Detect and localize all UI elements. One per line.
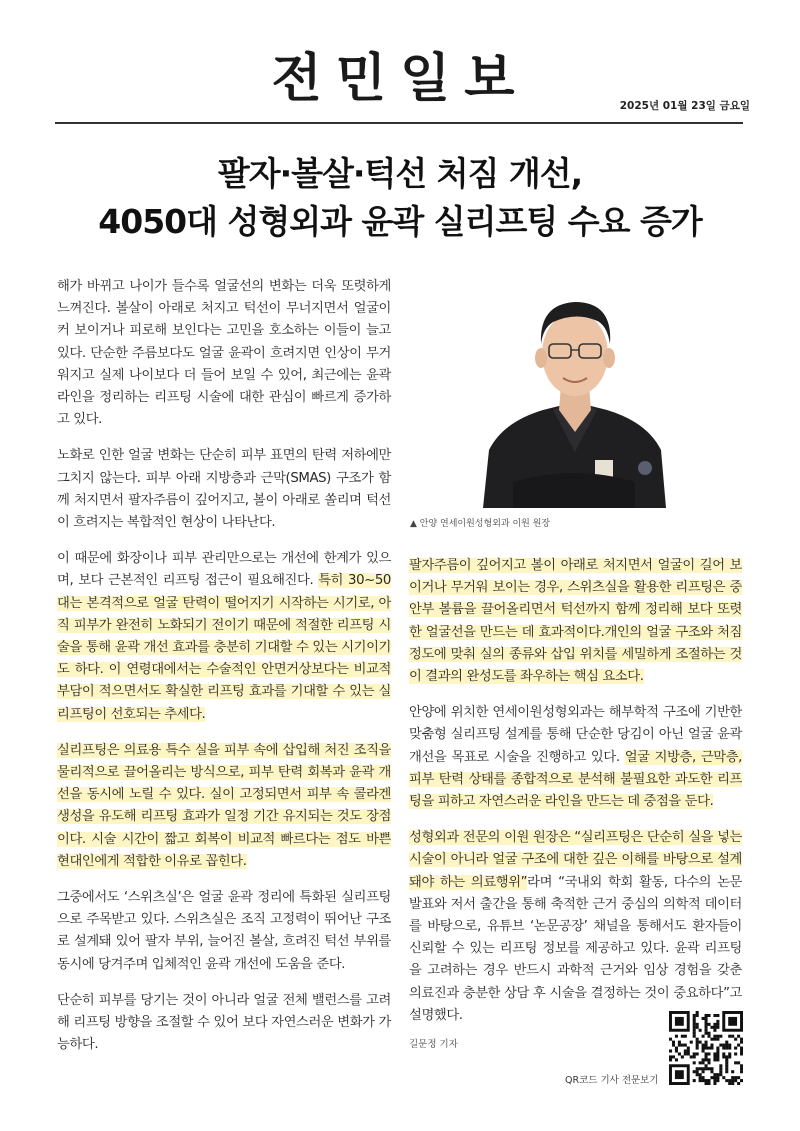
headline-line-1: 팔자·볼살·턱선 처짐 개선, (217, 154, 583, 193)
paragraph (409, 702, 742, 813)
issue-date: 2025년 01월 23일 금요일 (619, 100, 750, 112)
text-span: 라며 “국내외 학회 활동, 다수의 논문 발표와 저서 출간을 통해 축적한 근거 중심의 의학적 데이터를 바탕으로, 유튜브 ‘논문공장’ 채널을 통해서도 환자들이 신뢰할 수 있는 리프팅 정보를 제공하고 있다. 윤곽 리프팅을 고려하는 경우 반드시 과학적 근거와 임상 경험을 갖춘 의료진과 충분한 상담 후 시술을 결정하는 것이 중요하다”고 설명했다. (409, 874, 742, 1023)
headline (0, 150, 800, 246)
reporter-byline: 길문정 기자 (409, 1039, 458, 1050)
paragraph (409, 827, 742, 1027)
doctor-photo (483, 282, 666, 508)
highlighted-text: 특히 30~50대는 본격적으로 얼굴 탄력이 떨어지기 시작하는 시기로, 아직 피부가 완전히 노화되기 전이기 때문에 적절한 리프팅 시술을 통해 윤곽 개선 효과를 충분히 기대할 수 있는 시기이기도 하다. 이 연령대에서는 수술적인 안면거상보다는 비교적 부담이 적으면서도 확실한 리프팅 효과를 기대할 수 있는 실리프팅이 선호되는 추세다. (57, 573, 391, 722)
text-span: 이 때문에 화장이나 피부 관리만으로는 개선에 한계가 있으며, 보다 근본적인 리프팅 접근이 필요해진다. (57, 551, 391, 589)
header-rule (55, 122, 743, 124)
paragraph: 해가 바뀌고 나이가 들수록 얼굴선의 변화는 더욱 또렷하게 느껴진다. 볼살이 아래로 처지고 턱선이 무너지면서 얼굴이 커 보이거나 피로해 보인다는 고민을 호소하는 이들이 늘고 있다. 단순한 주름보다도 얼굴 윤곽이 흐려지면 인상이 무거워지고 실제 나이보다 더 들어 보일 수 있어, 최근에는 윤곽 라인을 정리하는 리프팅 시술에 대한 관심이 빠르게 증가하고 있다. (57, 279, 391, 428)
paragraph (409, 555, 742, 688)
qr-code-icon[interactable] (669, 1011, 743, 1085)
highlighted-text: 실리프팅은 의료용 특수 실을 피부 속에 삽입해 처진 조직을 물리적으로 끌어올리는 방식으로, 피부 탄력 회복과 윤곽 개선을 동시에 노릴 수 있다. 실이 고정되면서 피부 속 콜라겐 생성을 유도해 리프팅 효과가 일정 기간 유지되는 것도 장점이다. 시술 시간이 짧고 회복이 비교적 빠르다는 점도 바쁜 현대인에게 적합한 이유로 꼽힌다. (57, 742, 391, 869)
doctor-portrait-icon (483, 282, 666, 508)
highlighted-text: 얼굴 지방층, 근막층, 피부 탄력 상태를 종합적으로 분석해 불필요한 과도한 리프팅을 피하고 자연스러운 라인을 만드는 데 중점을 둔다. (409, 749, 742, 810)
left-column (57, 276, 391, 1071)
qr-label: QR코드 기사 전문보기 (565, 1075, 659, 1086)
headline-line-2: 4050대 성형외과 윤곽 실리프팅 수요 증가 (98, 202, 702, 241)
paragraph (57, 548, 391, 726)
highlighted-text: 팔자주름이 깊어지고 볼이 아래로 처지면서 얼굴이 길어 보이거나 무거워 보이는 경우, 스위츠실을 활용한 리프팅은 중안부 볼륨을 끌어올리면서 턱선까지 함께 정리해 보다 또렷한 얼굴선을 만드는 데 효과적이다.개인의 얼굴 구조와 처짐 정도에 맞춰 실의 종류와 삽입 위치를 세밀하게 조절하는 것이 결과의 완성도를 좌우하는 핵심 요소다. (409, 558, 742, 685)
highlighted-text: 성형외과 전문의 이원 원장은 “실리프팅은 단순히 실을 넣는 시술이 아니라 얼굴 구조에 대한 깊은 이해를 바탕으로 설계돼야 하는 의료행위” (409, 830, 742, 890)
right-column (409, 555, 742, 1041)
text-span: 안양에 위치한 연세이원성형외과는 해부학적 구조에 기반한 맞춤형 실리프팅 설계를 통해 단순한 당김이 아닌 얼굴 윤곽 개선을 목표로 시술을 진행하고 있다. (409, 705, 742, 765)
masthead: 전민일보 (271, 48, 529, 109)
paragraph: 그중에서도 ‘스위츠실’은 얼굴 윤곽 정리에 특화된 실리프팅으로 주목받고 있다. 스위츠실은 조직 고정력이 뛰어난 구조로 설계돼 있어 팔자 부위, 늘어진 볼살, 흐려진 턱선 부위를 동시에 당겨주며 입체적인 윤곽 개선에 도움을 준다. (57, 890, 391, 972)
photo-caption: ▲ 안양 연세이원성형외과 이원 원장 (410, 519, 551, 529)
paragraph: 단순히 피부를 당기는 것이 아니라 얼굴 전체 밸런스를 고려해 리프팅 방향을 조절할 수 있어 보다 자연스러운 변화가 가능하다. (57, 992, 391, 1053)
paragraph: 노화로 인한 얼굴 변화는 단순히 피부 표면의 탄력 저하에만 그치지 않는다. 피부 아래 지방층과 근막(SMAS) 구조가 함께 처지면서 팔자주름이 깊어지고, 볼이 아래로 쏠리며 턱선이 흐려지는 복합적인 현상이 나타난다. (57, 448, 391, 531)
paragraph (57, 740, 391, 873)
